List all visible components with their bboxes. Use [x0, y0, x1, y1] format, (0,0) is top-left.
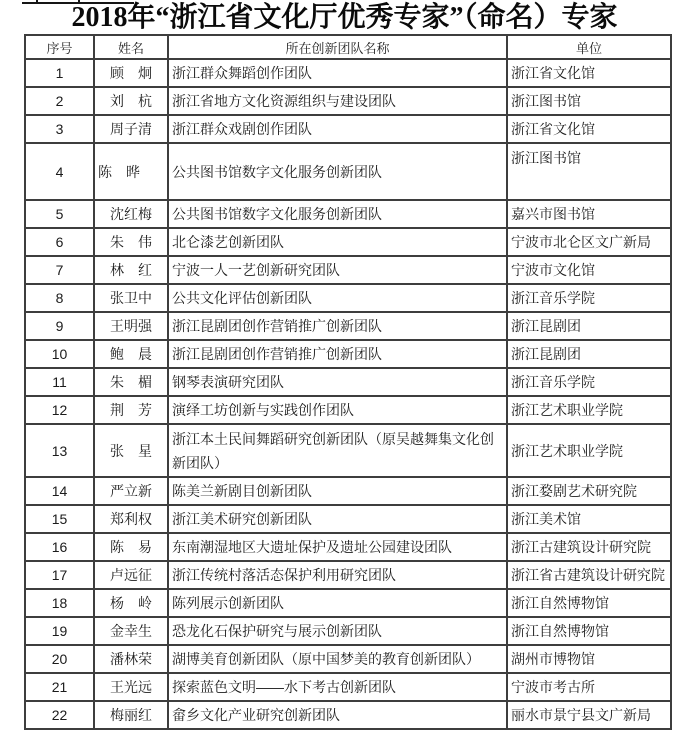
cell-name: 陈 易	[94, 533, 168, 561]
cell-no: 20	[25, 645, 94, 673]
cell-team: 浙江本土民间舞蹈研究创新团队（原吴越舞集文化创新团队）	[168, 424, 507, 477]
cell-team: 公共图书馆数字文化服务创新团队	[168, 143, 507, 200]
cell-name: 金幸生	[94, 617, 168, 645]
cell-no: 21	[25, 673, 94, 701]
table-row	[25, 87, 671, 115]
cell-unit: 浙江省古建筑设计研究院	[507, 561, 671, 589]
cell-team: 陈美兰新剧目创新团队	[168, 477, 507, 505]
cell-no: 19	[25, 617, 94, 645]
cell-unit: 浙江音乐学院	[507, 368, 671, 396]
header-cell-no: 序号	[25, 35, 94, 59]
cell-no: 7	[25, 256, 94, 284]
cell-unit: 浙江婺剧艺术研究院	[507, 477, 671, 505]
table-row	[25, 701, 671, 729]
cell-name: 林 红	[94, 256, 168, 284]
cell-unit: 浙江省文化馆	[507, 59, 671, 87]
cell-unit: 嘉兴市图书馆	[507, 200, 671, 228]
table-row	[25, 256, 671, 284]
cell-unit: 浙江艺术职业学院	[507, 424, 671, 477]
table-row	[25, 396, 671, 424]
cell-no: 9	[25, 312, 94, 340]
cell-team: 东南潮湿地区大遗址保护及遗址公园建设团队	[168, 533, 507, 561]
table-row	[25, 617, 671, 645]
cell-no: 4	[25, 143, 94, 200]
table-row	[25, 115, 671, 143]
cell-team: 陈列展示创新团队	[168, 589, 507, 617]
cell-name: 朱 伟	[94, 228, 168, 256]
cell-no: 1	[25, 59, 94, 87]
cell-name: 王明强	[94, 312, 168, 340]
table-row	[25, 284, 671, 312]
table-row	[25, 340, 671, 368]
table-row	[25, 312, 671, 340]
cell-unit: 宁波市北仑区文广新局	[507, 228, 671, 256]
table-row	[25, 561, 671, 589]
table-row	[25, 589, 671, 617]
cell-team: 钢琴表演研究团队	[168, 368, 507, 396]
cell-team: 浙江群众戏剧创作团队	[168, 115, 507, 143]
cell-unit: 宁波市考古所	[507, 673, 671, 701]
table-row	[25, 673, 671, 701]
cell-no: 8	[25, 284, 94, 312]
cell-team: 浙江昆剧团创作营销推广创新团队	[168, 312, 507, 340]
cell-team: 湖博美育创新团队（原中国梦美的教育创新团队）	[168, 645, 507, 673]
cell-no: 5	[25, 200, 94, 228]
cell-no: 14	[25, 477, 94, 505]
cell-no: 15	[25, 505, 94, 533]
cell-team: 浙江省地方文化资源组织与建设团队	[168, 87, 507, 115]
page-title: 2018年“浙江省文化厅优秀专家”（命名）专家	[71, 2, 618, 33]
cell-unit: 浙江省文化馆	[507, 115, 671, 143]
cell-name: 陈 晔	[94, 143, 168, 200]
cell-unit: 浙江美术馆	[507, 505, 671, 533]
cell-no: 2	[25, 87, 94, 115]
cell-name: 顾 炯	[94, 59, 168, 87]
header-cell-unit: 单位	[507, 35, 671, 59]
table-row	[25, 505, 671, 533]
cell-name: 朱 楣	[94, 368, 168, 396]
cell-name: 卢远征	[94, 561, 168, 589]
table-row	[25, 228, 671, 256]
cell-no: 12	[25, 396, 94, 424]
table-row	[25, 477, 671, 505]
cell-unit: 浙江昆剧团	[507, 340, 671, 368]
cell-no: 22	[25, 701, 94, 729]
table-header-row	[25, 35, 671, 59]
cell-unit: 浙江图书馆	[507, 87, 671, 115]
cell-name: 刘 杭	[94, 87, 168, 115]
cell-name: 严立新	[94, 477, 168, 505]
table-body	[25, 59, 671, 729]
cell-name: 荆 芳	[94, 396, 168, 424]
cell-name: 杨 岭	[94, 589, 168, 617]
cell-name: 张 星	[94, 424, 168, 477]
cell-unit: 浙江艺术职业学院	[507, 396, 671, 424]
cell-team: 宁波一人一艺创新研究团队	[168, 256, 507, 284]
cell-no: 17	[25, 561, 94, 589]
cell-team: 浙江昆剧团创作营销推广创新团队	[168, 340, 507, 368]
cell-team: 公共图书馆数字文化服务创新团队	[168, 200, 507, 228]
cell-no: 13	[25, 424, 94, 477]
cell-unit: 浙江昆剧团	[507, 312, 671, 340]
cell-team: 公共文化评估创新团队	[168, 284, 507, 312]
cell-name: 郑利权	[94, 505, 168, 533]
cell-team: 浙江美术研究创新团队	[168, 505, 507, 533]
cell-name: 周子清	[94, 115, 168, 143]
expert-table	[24, 34, 672, 730]
cell-team: 畲乡文化产业研究创新团队	[168, 701, 507, 729]
cell-name: 王光远	[94, 673, 168, 701]
cell-name: 沈红梅	[94, 200, 168, 228]
table-row	[25, 533, 671, 561]
cell-unit: 丽水市景宁县文广新局	[507, 701, 671, 729]
cell-unit: 浙江古建筑设计研究院	[507, 533, 671, 561]
table-row	[25, 368, 671, 396]
cell-team: 浙江群众舞蹈创作团队	[168, 59, 507, 87]
table-row	[25, 200, 671, 228]
cell-team: 恐龙化石保护研究与展示创新团队	[168, 617, 507, 645]
table-row	[25, 143, 671, 200]
cell-no: 11	[25, 368, 94, 396]
cell-unit: 浙江音乐学院	[507, 284, 671, 312]
cell-no: 3	[25, 115, 94, 143]
table-row	[25, 59, 671, 87]
cell-name: 鲍 晨	[94, 340, 168, 368]
cell-no: 16	[25, 533, 94, 561]
cell-name: 张卫中	[94, 284, 168, 312]
cell-unit: 湖州市博物馆	[507, 645, 671, 673]
header-cell-name: 姓名	[94, 35, 168, 59]
cell-name: 梅丽红	[94, 701, 168, 729]
cell-unit: 宁波市文化馆	[507, 256, 671, 284]
cell-name: 潘林荣	[94, 645, 168, 673]
cell-unit: 浙江自然博物馆	[507, 617, 671, 645]
table-row	[25, 424, 671, 477]
cell-no: 18	[25, 589, 94, 617]
header-cell-team: 所在创新团队名称	[168, 35, 507, 59]
cell-team: 浙江传统村落活态保护利用研究团队	[168, 561, 507, 589]
cell-unit: 浙江图书馆	[507, 143, 671, 200]
cell-team: 北仑漆艺创新团队	[168, 228, 507, 256]
cell-team: 探索蓝色文明——水下考古创新团队	[168, 673, 507, 701]
cell-no: 10	[25, 340, 94, 368]
cell-unit: 浙江自然博物馆	[507, 589, 671, 617]
table-row	[25, 645, 671, 673]
cell-no: 6	[25, 228, 94, 256]
cell-team: 演绎工坊创新与实践创作团队	[168, 396, 507, 424]
